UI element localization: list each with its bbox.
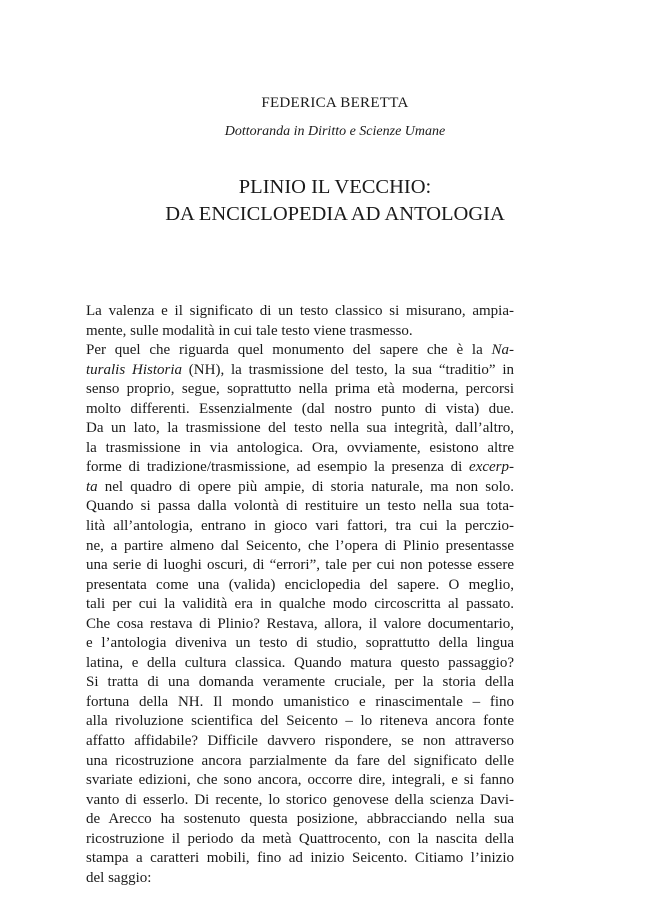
body-line: svariate edizioni, che sono ancora, occorre dire, integrali, e si fanno [86,772,514,789]
body-line: Si tratta di una domanda veramente cruciale, per la storia della [86,674,514,691]
body-line: Quando si passa dalla volontà di restituire un testo nella sua tota- [86,498,514,515]
body-line: la trasmissione in via antologica. Ora, ovviamente, esistono altre [86,439,514,456]
body-line: una serie di luoghi oscuri, di “errori”, tale per cui non potesse essere [86,557,514,574]
author-affiliation: Dottoranda in Diritto e Scienze Umane [224,124,446,139]
body-line: del saggio: [86,869,152,886]
author-name: FEDERICA BERETTA [261,95,409,111]
body-text [86,302,514,888]
title-line-2: DA ENCICLOPEDIA AD ANTOLOGIA [165,203,505,225]
body-line: una ricostruzione ancora parzialmente da fare del significato delle [86,752,514,769]
body-line: alla rivoluzione scientifica del Seicento – lo riteneva ancora fonte [86,713,514,730]
body-line: ricostruzione il periodo da metà Quattrocento, con la nascita della [86,830,514,847]
body-line: ne, a partire almeno dal Seicento, che l’opera di Plinio presentasse [86,537,514,554]
body-line: Per quel che riguarda quel monumento del sapere che è la Na- [86,342,514,359]
body-line: La valenza e il significato di un testo classico si misurano, ampia- [86,303,514,319]
body-line: ta nel quadro di opere più ampie, di storia naturale, ma non solo. [86,478,514,495]
body-line: turalis Historia (NH), la trasmissione del testo, la sua “traditio” in [86,361,514,378]
body-line: mente, sulle modalità in cui tale testo viene trasmesso. [86,322,413,339]
body-line: stampa a caratteri mobili, fino ad inizio Seicento. Citiamo l’inizio [86,850,514,867]
body-line: latina, e della cultura classica. Quando matura questo passaggio? [86,654,514,671]
body-line: de Arecco ha sostenuto questa posizione, abbracciando nella sua [86,811,514,828]
body-line: presentata come una (valida) enciclopedia del sapere. O meglio, [86,576,514,593]
body-line: Da un lato, la trasmissione del testo nella sua integrità, dall’altro, [86,420,514,437]
body-line: lità all’antologia, entrano in gioco vari fattori, tra cui la perczio- [86,518,514,535]
body-line: molto differenti. Essenzialmente (dal nostro punto di vista) due. [86,400,514,417]
article-title [0,174,650,228]
body-line: fortuna della NH. Il mondo umanistico e rinascimentale – fino [86,693,514,710]
body-line: affatto affidabile? Difficile davvero rispondere, se non attraverso [86,733,514,750]
body-line: e l’antologia diveniva un testo di studio, soprattutto della lingua [86,635,514,652]
body-line: Che cosa restava di Plinio? Restava, allora, il valore documentario, [86,615,514,632]
body-line: vanto di esserlo. Di recente, lo storico genovese della scienza Davi- [86,791,514,808]
body-line: senso proprio, segue, soprattutto nella prima età moderna, percorsi [86,381,514,398]
title-line-1: PLINIO IL VECCHIO: [238,176,432,198]
body-line: forme di tradizione/trasmissione, ad esempio la presenza di excerp- [86,459,514,476]
body-line: tali per cui la validità era in qualche modo circoscritta al passato. [86,596,514,613]
